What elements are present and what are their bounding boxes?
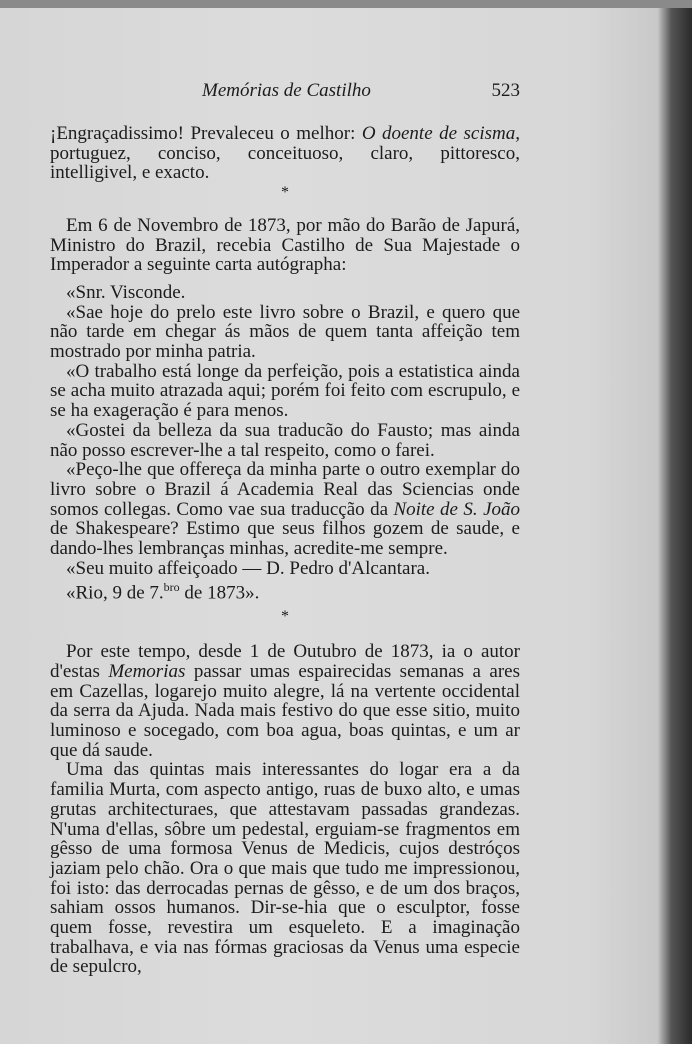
paragraph: «Sae hoje do prelo este livro sobre o Brazil, e quero que não tarde em chegar ás mãos de quem tanta affeição tem mostrado por minha patria. [50,301,520,363]
scan-top-edge [0,0,692,8]
letter-signature: «Seu muito affeiçoado — D. Pedro d'Alcantara. [66,557,430,579]
paragraph: Por este tempo, desde 1 de Outubro de 1873, ia o autor d'estas Memorias passar umas espairecidas semanas a ares em Cazellas, logarejo muito alegre, lá na vertente occidental da serra da Ajuda. Nada mais festivo do que esse sitio, muito luminoso e socegado, com boa agua, boas quintas, e um ar que dá saude. [50,641,521,761]
page-header [50,80,520,106]
paragraph: Uma das quintas mais interessantes do logar era a da familia Murta, com aspecto antigo, ruas de buxo alto, e umas grutas architecturaes, que attestavam passadas grandezas. N'uma d'ellas, sôbre um pedestal, erguiam-se fragmentos em gêsso de uma formosa Venus de Medicis, cujos destróços jaziam pelo chão. Ora o que mais que tudo me impressionou, foi isto: das derrocadas pernas de gêsso, e de um dos braços, sahiam ossos humanos. Dir-se-hia que o esculptor, fosse quem fosse, revestira um esqueleto. E a imaginação trabalhava, e via nas fórmas graciosas da Venus uma especie de sepulcro, [50,759,520,978]
letter-salutation: «Snr. Visconde. [66,281,186,303]
paragraph: «Gostei da belleza da sua traducão do Fausto; mas ainda não posso escrever-lhe a tal respeito, como o farei. [50,419,520,461]
letter-date: «Rio, 9 de 7.$^{bro}$ de 1873». [66,580,260,604]
paragraph: Em 6 de Novembro de 1873, por mão do Barão de Japurá, Ministro do Brazil, recebia Castilho de Sua Majestade o Imperador a seguinte carta autógrapha: [50,214,520,276]
page-number: 523 [491,80,520,101]
paragraph: «O trabalho está longe da perfeição, pois a estatistica ainda se acha muito atrazada aqui; porém foi feito com escrupulo, e se ha exageração é para menos. [50,360,520,422]
paragraph: ¡Engraçadissimo! Prevaleceu o melhor: O doente de scisma, portuguez, conciso, conceituoso, claro, pittoresco, intelligivel, e exacto. [50,123,520,184]
body-text [50,124,520,977]
section-separator: * [281,184,289,202]
running-title: Memórias de Castilho [202,80,371,101]
section-separator: * [281,608,289,626]
paragraph: «Peço-lhe que offereça da minha parte o outro exemplar do livro sobre o Brazil á Academia Real das Sciencias onde somos collegas. Como vae sua traducção da Noite de S. João de Shakespeare? Estimo que seus filhos gozem de saude, e dando-lhes lembranças minhas, acredite-me sempre. [50,459,521,560]
